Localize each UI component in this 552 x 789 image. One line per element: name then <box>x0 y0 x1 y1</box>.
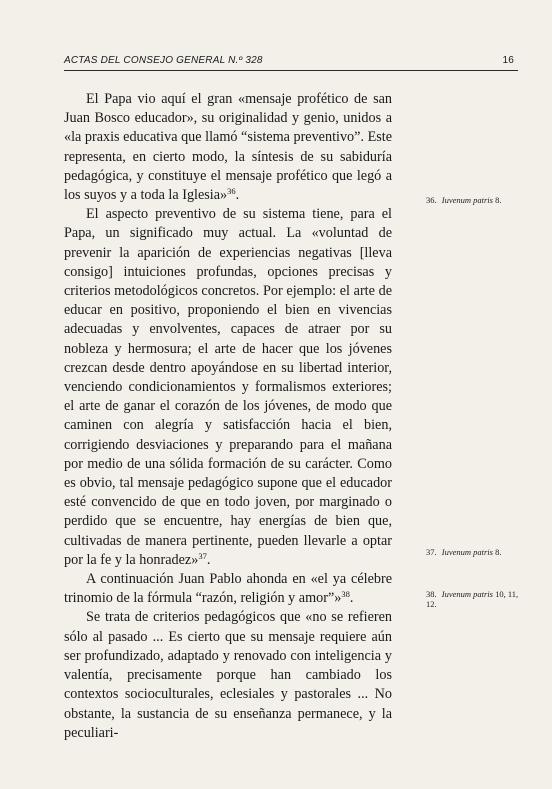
margin-note-38 <box>426 589 526 609</box>
paragraph-1-end: . <box>235 187 240 204</box>
note-location: 10, 11, 12. <box>426 589 519 609</box>
page-number: 16 <box>502 55 514 66</box>
paragraph-1 <box>64 90 392 205</box>
paragraph-4-text: Se trata de criterios pedagógicos que «no se refieren sólo al pasado ... Es cierto que su mensaje requiere aún ser profundizado, adaptado y renovado con inteligencia y valentía, precisamente porque han cambiado los contextos socioculturales, eclesiales y pastorales ... No obstante, la sustancia de su enseñanza permanece, y la peculiari- <box>64 609 392 741</box>
note-location: 8. <box>495 195 502 205</box>
note-number: 38. <box>426 589 437 599</box>
footnote-ref-38: 38 <box>341 589 350 600</box>
footnote-ref-36: 36 <box>227 186 236 197</box>
note-location: 8. <box>495 547 502 557</box>
note-reference: Iuvenum patris <box>441 195 493 205</box>
paragraph-2 <box>64 205 392 570</box>
paragraph-2-end: . <box>206 551 211 568</box>
note-number: 36. <box>426 195 437 205</box>
paragraph-4 <box>64 608 392 742</box>
publication-title: ACTAS DEL CONSEJO GENERAL N.º 328 <box>64 55 263 66</box>
main-text <box>64 90 392 743</box>
paragraph-2-text: El aspecto preventivo de su sistema tiene, para el Papa, un significado muy actual. La «voluntad de prevenir la aparición de experiencias negativas [lleva consigo] intuiciones profundas, opciones precisas y criterios metodológicos concretos. Por ejemplo: el arte de educar en positivo, proponiendo el bien en vivencias adecuadas y envolventes, capaces de atraer por su nobleza y hermosura; el arte de hacer que los jóvenes crezcan desde dentro apoyándose en su libertad interior, venciendo condicionamientos y formalismos exteriores; el arte de ganar el corazón de los jóvenes, de modo que caminen con alegría y satisfacción hacia el bien, corrigiendo desviaciones y preparando para el mañana por medio de una sólida formación de su carácter. Como es obvio, tal mensaje pedagógico supone que el educador esté convencido de que en todo joven, por marginado o perdido que se encuentre, hay energías de bien que, cultivadas de manera pertinente, pueden llevarle a optar por la fe y la honradez» <box>64 206 392 568</box>
margin-note-37 <box>426 547 526 557</box>
footnote-ref-37: 37 <box>198 550 207 561</box>
paragraph-3 <box>64 570 392 608</box>
paragraph-1-text: El Papa vio aquí el gran «mensaje profético de san Juan Bosco educador», su originalidad y genio, unidos a «la praxis educativa que llamó “sistema preventivo”. Este representa, en cierto modo, la síntesis de su sabiduría pedagógica, y constituye el mensaje profético que legó a los suyos y a toda la Iglesia» <box>64 91 392 204</box>
note-reference: Iuvenum patris <box>441 589 493 599</box>
note-number: 37. <box>426 547 437 557</box>
note-reference: Iuvenum patris <box>441 547 493 557</box>
running-header <box>64 52 518 71</box>
margin-note-36 <box>426 195 526 205</box>
paragraph-3-end: . <box>349 590 354 607</box>
paragraph-3-text: A continuación Juan Pablo ahonda en «el ya célebre trinomio de la fórmula “razón, religión y amor”» <box>64 571 392 607</box>
